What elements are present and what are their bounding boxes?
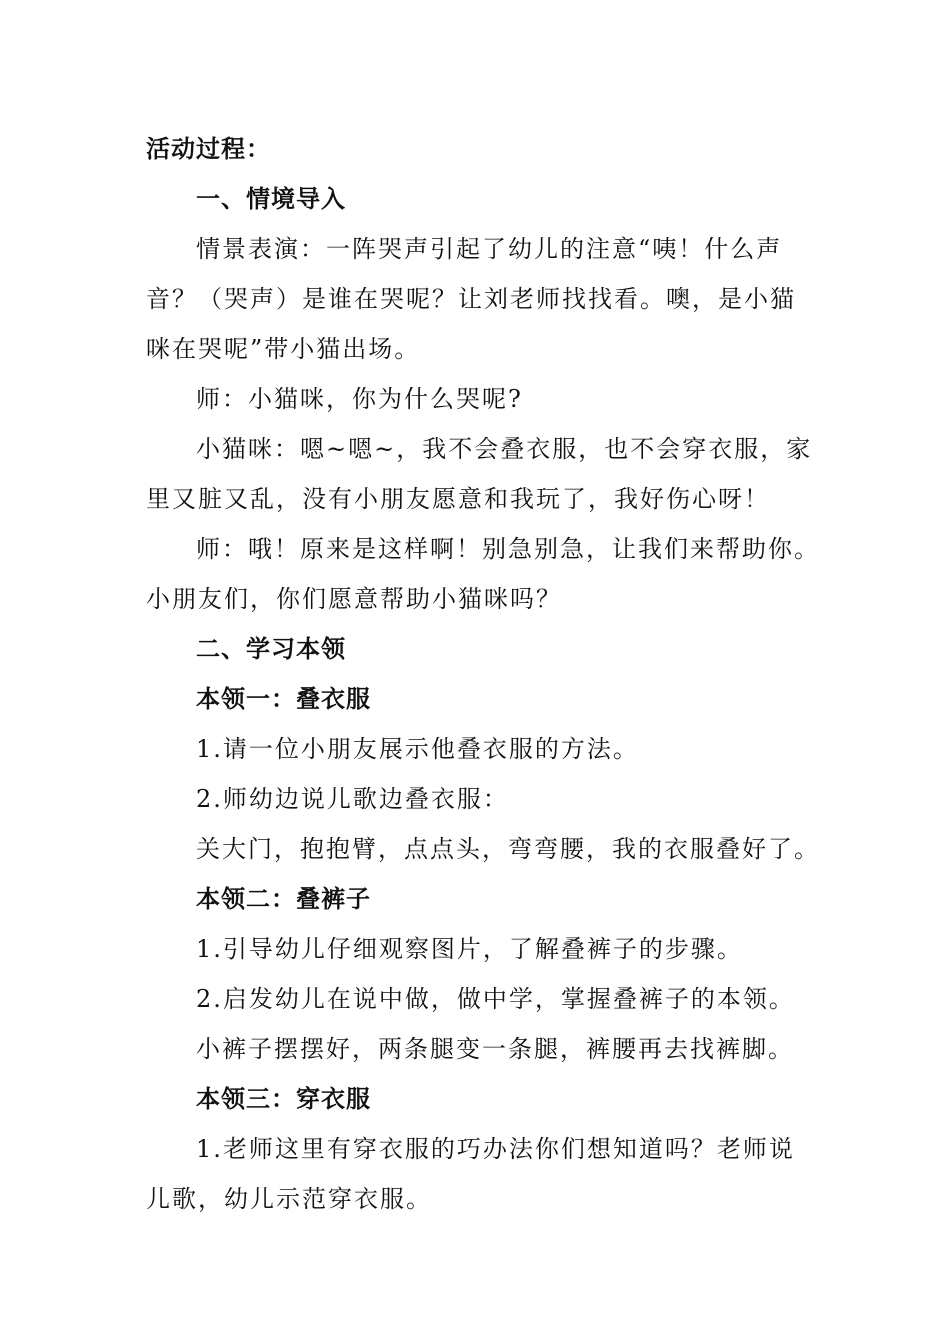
skill2-item2: 2.启发幼儿在说中做，做中学，掌握叠裤子的本领。 — [196, 985, 795, 1013]
skill2-rhyme: 小裤子摆摆好，两条腿变一条腿，裤腰再去找裤脚。 — [196, 1035, 794, 1063]
section1-title: 一、情境导入 — [196, 185, 346, 213]
skill1-rhyme: 关大门，抱抱臂，点点头，弯弯腰，我的衣服叠好了。 — [196, 835, 820, 863]
scene-paragraph-line1: 情景表演：一阵哭声引起了幼儿的注意“咦！什么声 — [196, 235, 783, 263]
skill3-item1-line1: 1.老师这里有穿衣服的巧办法你们想知道吗？老师说 — [196, 1135, 795, 1163]
teacher-paragraph-line1: 师：哦！原来是这样啊！别急别急，让我们来帮助你。 — [196, 535, 820, 563]
teacher-question: 师：小猫咪，你为什么哭呢? — [196, 385, 523, 413]
activity-process-heading: 活动过程： — [146, 135, 271, 163]
cat-paragraph-line2: 里又脏又乱，没有小朋友愿意和我玩了，我好伤心呀！ — [146, 485, 770, 513]
cat-paragraph-line1: 小猫咪：嗯~嗯~，我不会叠衣服，也不会穿衣服，家 — [196, 435, 813, 463]
section2-title: 二、学习本领 — [196, 635, 346, 663]
scene-paragraph-line3: 咪在哭呢”带小猫出场。 — [146, 335, 421, 363]
skill3-title: 本领三：穿衣服 — [196, 1085, 371, 1113]
skill1-title: 本领一：叠衣服 — [196, 685, 371, 713]
teacher-paragraph-line2: 小朋友们，你们愿意帮助小猫咪吗？ — [146, 585, 562, 613]
skill1-item2: 2.师幼边说儿歌边叠衣服： — [196, 785, 509, 813]
skill2-title: 本领二：叠裤子 — [196, 885, 371, 913]
skill1-item1: 1.请一位小朋友展示他叠衣服的方法。 — [196, 735, 639, 763]
scene-paragraph-line2: 音？（哭声）是谁在哭呢？让刘老师找找看。噢，是小猫 — [146, 285, 796, 313]
skill3-item1-line2: 儿歌，幼儿示范穿衣服。 — [146, 1185, 432, 1213]
skill2-item1: 1.引导幼儿仔细观察图片，了解叠裤子的步骤。 — [196, 935, 743, 963]
